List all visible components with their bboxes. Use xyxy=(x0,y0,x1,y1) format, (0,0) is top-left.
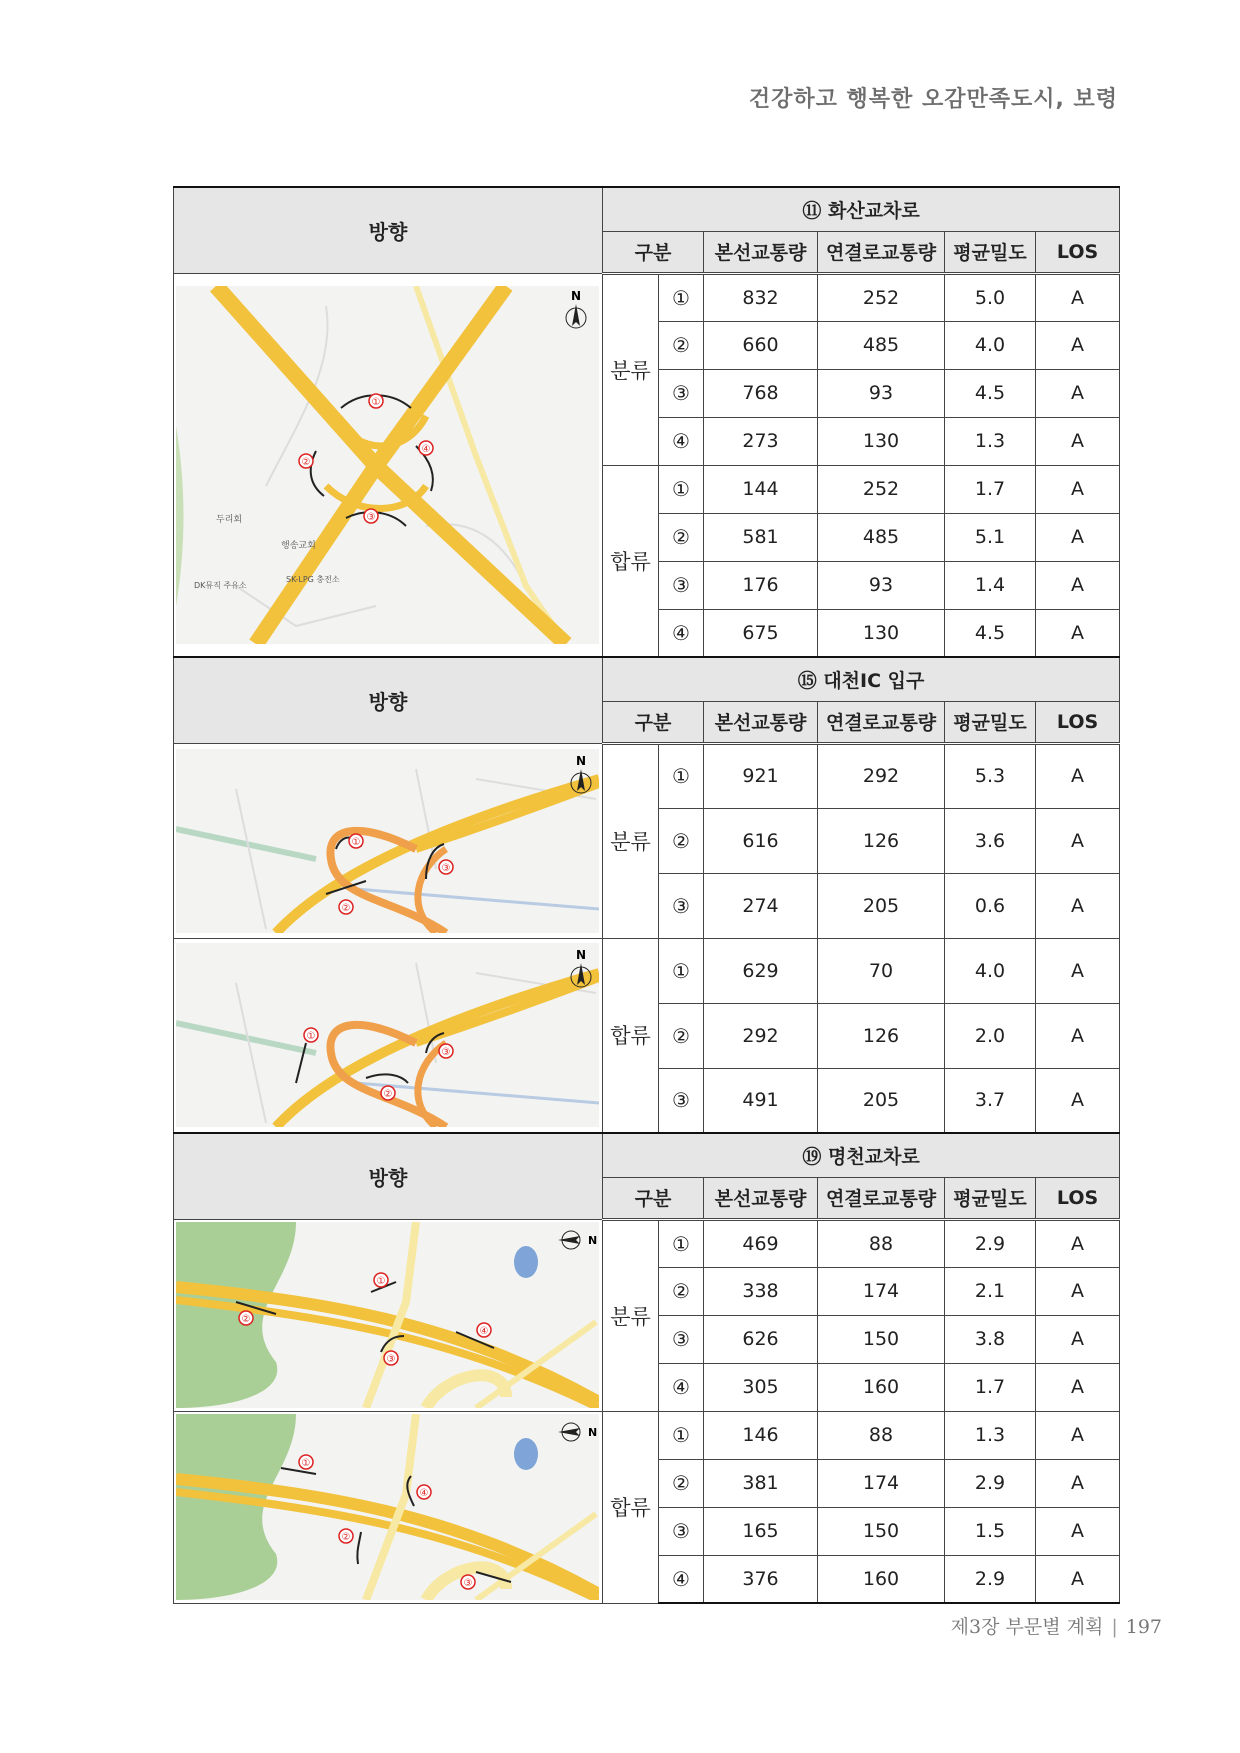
svg-text:②: ② xyxy=(341,1532,351,1543)
section-title: ⑪ 화산교차로 xyxy=(603,187,1120,231)
map-image xyxy=(176,286,599,644)
map-image xyxy=(176,943,599,1127)
avg-density: 2.9 xyxy=(945,1555,1036,1603)
svg-text:행송교회: 행송교회 xyxy=(281,540,316,551)
avg-density: 1.5 xyxy=(945,1507,1036,1555)
los-value: A xyxy=(1036,808,1120,873)
los-value: A xyxy=(1036,1555,1120,1603)
division-header: 구분 xyxy=(603,1177,704,1219)
svg-text:②: ② xyxy=(301,456,311,468)
avg-density: 4.5 xyxy=(945,369,1036,417)
group-label-diverge: 분류 xyxy=(603,1219,659,1411)
map-image xyxy=(176,1222,599,1408)
los-value: A xyxy=(1036,1507,1120,1555)
svg-text:③: ③ xyxy=(441,862,451,874)
page-number: 197 xyxy=(1125,1616,1162,1638)
los-value: A xyxy=(1036,273,1120,321)
avg-density: 1.3 xyxy=(945,417,1036,465)
svg-text:①: ① xyxy=(301,1458,311,1469)
row-number: ② xyxy=(659,1459,704,1507)
mainline-volume: 144 xyxy=(704,465,818,513)
avg-density-header: 평균밀도 xyxy=(945,701,1036,743)
mainline-volume: 768 xyxy=(704,369,818,417)
mainline-volume: 305 xyxy=(704,1363,818,1411)
avg-density: 3.6 xyxy=(945,808,1036,873)
ramp-volume: 150 xyxy=(818,1507,945,1555)
mainline-volume: 491 xyxy=(704,1068,818,1133)
svg-text:SK-LPG 충전소: SK-LPG 충전소 xyxy=(286,574,340,584)
mainline-volume: 165 xyxy=(704,1507,818,1555)
avg-density-header: 평균밀도 xyxy=(945,1177,1036,1219)
mainline-volume: 660 xyxy=(704,321,818,369)
traffic-analysis-table xyxy=(173,186,1120,1604)
ramp-volume: 485 xyxy=(818,321,945,369)
map-image xyxy=(176,749,599,933)
svg-text:②: ② xyxy=(341,902,351,914)
avg-density: 1.7 xyxy=(945,1363,1036,1411)
ramp-volume: 88 xyxy=(818,1411,945,1459)
svg-text:두리회: 두리회 xyxy=(216,514,243,525)
row-number: ② xyxy=(659,1267,704,1315)
division-header: 구분 xyxy=(603,231,704,273)
mainline-volume: 146 xyxy=(704,1411,818,1459)
svg-text:N: N xyxy=(570,288,582,303)
avg-density: 5.0 xyxy=(945,273,1036,321)
los-value: A xyxy=(1036,1411,1120,1459)
ramp-volume: 174 xyxy=(818,1459,945,1507)
mainline-volume: 338 xyxy=(704,1267,818,1315)
group-label-diverge: 분류 xyxy=(603,743,659,938)
row-number: ① xyxy=(659,743,704,808)
los-value: A xyxy=(1036,513,1120,561)
ramp-volume: 130 xyxy=(818,609,945,657)
document-header: 건강하고 행복한 오감만족도시, 보령 xyxy=(748,87,1118,112)
ramp-volume-header: 연결로교통량 xyxy=(818,701,945,743)
myeongcheon-merge-map xyxy=(174,1411,603,1603)
footer-divider: | xyxy=(1111,1616,1118,1638)
mainline-volume: 469 xyxy=(704,1219,818,1267)
svg-text:N: N xyxy=(588,1426,598,1439)
svg-text:①: ① xyxy=(376,1276,386,1287)
mainline-volume: 616 xyxy=(704,808,818,873)
ramp-volume: 205 xyxy=(818,1068,945,1133)
svg-text:N: N xyxy=(588,1234,598,1247)
group-label-merge: 합류 xyxy=(603,465,659,657)
los-value: A xyxy=(1036,1003,1120,1068)
mainline-volume: 921 xyxy=(704,743,818,808)
avg-density: 0.6 xyxy=(945,873,1036,938)
daecheon-ic-diverge-map xyxy=(174,743,603,938)
los-value: A xyxy=(1036,1068,1120,1133)
mainline-volume-header: 본선교통량 xyxy=(704,701,818,743)
daecheon-ic-merge-map xyxy=(174,938,603,1133)
ramp-volume: 160 xyxy=(818,1555,945,1603)
row-number: ② xyxy=(659,321,704,369)
mainline-volume: 832 xyxy=(704,273,818,321)
los-value: A xyxy=(1036,938,1120,1003)
row-number: ④ xyxy=(659,609,704,657)
mainline-volume: 626 xyxy=(704,1315,818,1363)
los-value: A xyxy=(1036,321,1120,369)
ramp-volume: 485 xyxy=(818,513,945,561)
section-title: ⑮ 대천IC 입구 xyxy=(603,657,1120,701)
ramp-volume: 70 xyxy=(818,938,945,1003)
avg-density: 3.7 xyxy=(945,1068,1036,1133)
row-number: ① xyxy=(659,1411,704,1459)
mainline-volume-header: 본선교통량 xyxy=(704,231,818,273)
division-header: 구분 xyxy=(603,701,704,743)
row-number: ① xyxy=(659,465,704,513)
row-number: ② xyxy=(659,513,704,561)
ramp-volume: 130 xyxy=(818,417,945,465)
avg-density: 1.7 xyxy=(945,465,1036,513)
mainline-volume: 629 xyxy=(704,938,818,1003)
section-title: ⑲ 명천교차로 xyxy=(603,1133,1120,1177)
avg-density: 5.1 xyxy=(945,513,1036,561)
mainline-volume: 381 xyxy=(704,1459,818,1507)
svg-text:③: ③ xyxy=(463,1578,473,1589)
ramp-volume: 174 xyxy=(818,1267,945,1315)
chapter-label: 제3장 부문별 계획 xyxy=(950,1616,1104,1638)
mainline-volume: 675 xyxy=(704,609,818,657)
los-header: LOS xyxy=(1036,231,1120,273)
ramp-volume-header: 연결로교통량 xyxy=(818,1177,945,1219)
avg-density: 2.0 xyxy=(945,1003,1036,1068)
los-value: A xyxy=(1036,873,1120,938)
ramp-volume: 88 xyxy=(818,1219,945,1267)
ramp-volume: 93 xyxy=(818,369,945,417)
svg-text:①: ① xyxy=(351,836,361,848)
row-number: ① xyxy=(659,1219,704,1267)
direction-header: 방향 xyxy=(174,187,603,273)
avg-density: 2.9 xyxy=(945,1219,1036,1267)
avg-density: 4.0 xyxy=(945,938,1036,1003)
avg-density: 3.8 xyxy=(945,1315,1036,1363)
los-value: A xyxy=(1036,743,1120,808)
ramp-volume: 205 xyxy=(818,873,945,938)
svg-text:②: ② xyxy=(383,1089,393,1101)
ramp-volume-header: 연결로교통량 xyxy=(818,231,945,273)
ramp-volume: 93 xyxy=(818,561,945,609)
svg-text:③: ③ xyxy=(366,511,376,523)
svg-text:①: ① xyxy=(371,396,381,408)
svg-text:③: ③ xyxy=(441,1047,451,1059)
ramp-volume: 126 xyxy=(818,1003,945,1068)
los-value: A xyxy=(1036,1363,1120,1411)
avg-density: 1.3 xyxy=(945,1411,1036,1459)
los-value: A xyxy=(1036,369,1120,417)
row-number: ③ xyxy=(659,1507,704,1555)
avg-density: 1.4 xyxy=(945,561,1036,609)
ramp-volume: 292 xyxy=(818,743,945,808)
group-label-merge: 합류 xyxy=(603,938,659,1133)
ramp-volume: 150 xyxy=(818,1315,945,1363)
direction-header: 방향 xyxy=(174,1133,603,1219)
los-value: A xyxy=(1036,1459,1120,1507)
svg-text:④: ④ xyxy=(419,1488,429,1499)
row-number: ② xyxy=(659,1003,704,1068)
page-footer xyxy=(951,1612,1162,1639)
svg-text:N: N xyxy=(575,753,587,768)
direction-header: 방향 xyxy=(174,657,603,743)
los-value: A xyxy=(1036,1315,1120,1363)
ramp-volume: 160 xyxy=(818,1363,945,1411)
los-value: A xyxy=(1036,609,1120,657)
myeongcheon-diverge-map xyxy=(174,1219,603,1411)
hwasan-interchange-map xyxy=(174,273,603,657)
ramp-volume: 252 xyxy=(818,465,945,513)
avg-density: 4.0 xyxy=(945,321,1036,369)
avg-density: 4.5 xyxy=(945,609,1036,657)
svg-text:③: ③ xyxy=(386,1354,396,1365)
row-number: ③ xyxy=(659,1315,704,1363)
svg-text:DK뮤직 주유소: DK뮤직 주유소 xyxy=(194,580,247,590)
mainline-volume: 273 xyxy=(704,417,818,465)
mainline-volume: 292 xyxy=(704,1003,818,1068)
svg-text:④: ④ xyxy=(479,1326,489,1337)
svg-text:①: ① xyxy=(306,1031,316,1043)
los-value: A xyxy=(1036,561,1120,609)
row-number: ① xyxy=(659,273,704,321)
los-value: A xyxy=(1036,1267,1120,1315)
group-label-merge: 합류 xyxy=(603,1411,659,1603)
avg-density: 5.3 xyxy=(945,743,1036,808)
row-number: ③ xyxy=(659,369,704,417)
row-number: ① xyxy=(659,938,704,1003)
ramp-volume: 252 xyxy=(818,273,945,321)
avg-density: 2.1 xyxy=(945,1267,1036,1315)
group-label-diverge: 분류 xyxy=(603,273,659,465)
mainline-volume: 376 xyxy=(704,1555,818,1603)
ramp-volume: 126 xyxy=(818,808,945,873)
mainline-volume: 581 xyxy=(704,513,818,561)
row-number: ④ xyxy=(659,1363,704,1411)
los-value: A xyxy=(1036,465,1120,513)
row-number: ④ xyxy=(659,417,704,465)
row-number: ③ xyxy=(659,873,704,938)
row-number: ③ xyxy=(659,561,704,609)
los-header: LOS xyxy=(1036,701,1120,743)
los-header: LOS xyxy=(1036,1177,1120,1219)
row-number: ② xyxy=(659,808,704,873)
mainline-volume: 176 xyxy=(704,561,818,609)
svg-text:N: N xyxy=(575,948,587,963)
row-number: ③ xyxy=(659,1068,704,1133)
mainline-volume: 274 xyxy=(704,873,818,938)
svg-text:②: ② xyxy=(241,1314,251,1325)
avg-density: 2.9 xyxy=(945,1459,1036,1507)
los-value: A xyxy=(1036,417,1120,465)
map-image xyxy=(176,1414,599,1600)
avg-density-header: 평균밀도 xyxy=(945,231,1036,273)
mainline-volume-header: 본선교통량 xyxy=(704,1177,818,1219)
los-value: A xyxy=(1036,1219,1120,1267)
svg-text:④: ④ xyxy=(421,443,431,455)
row-number: ④ xyxy=(659,1555,704,1603)
